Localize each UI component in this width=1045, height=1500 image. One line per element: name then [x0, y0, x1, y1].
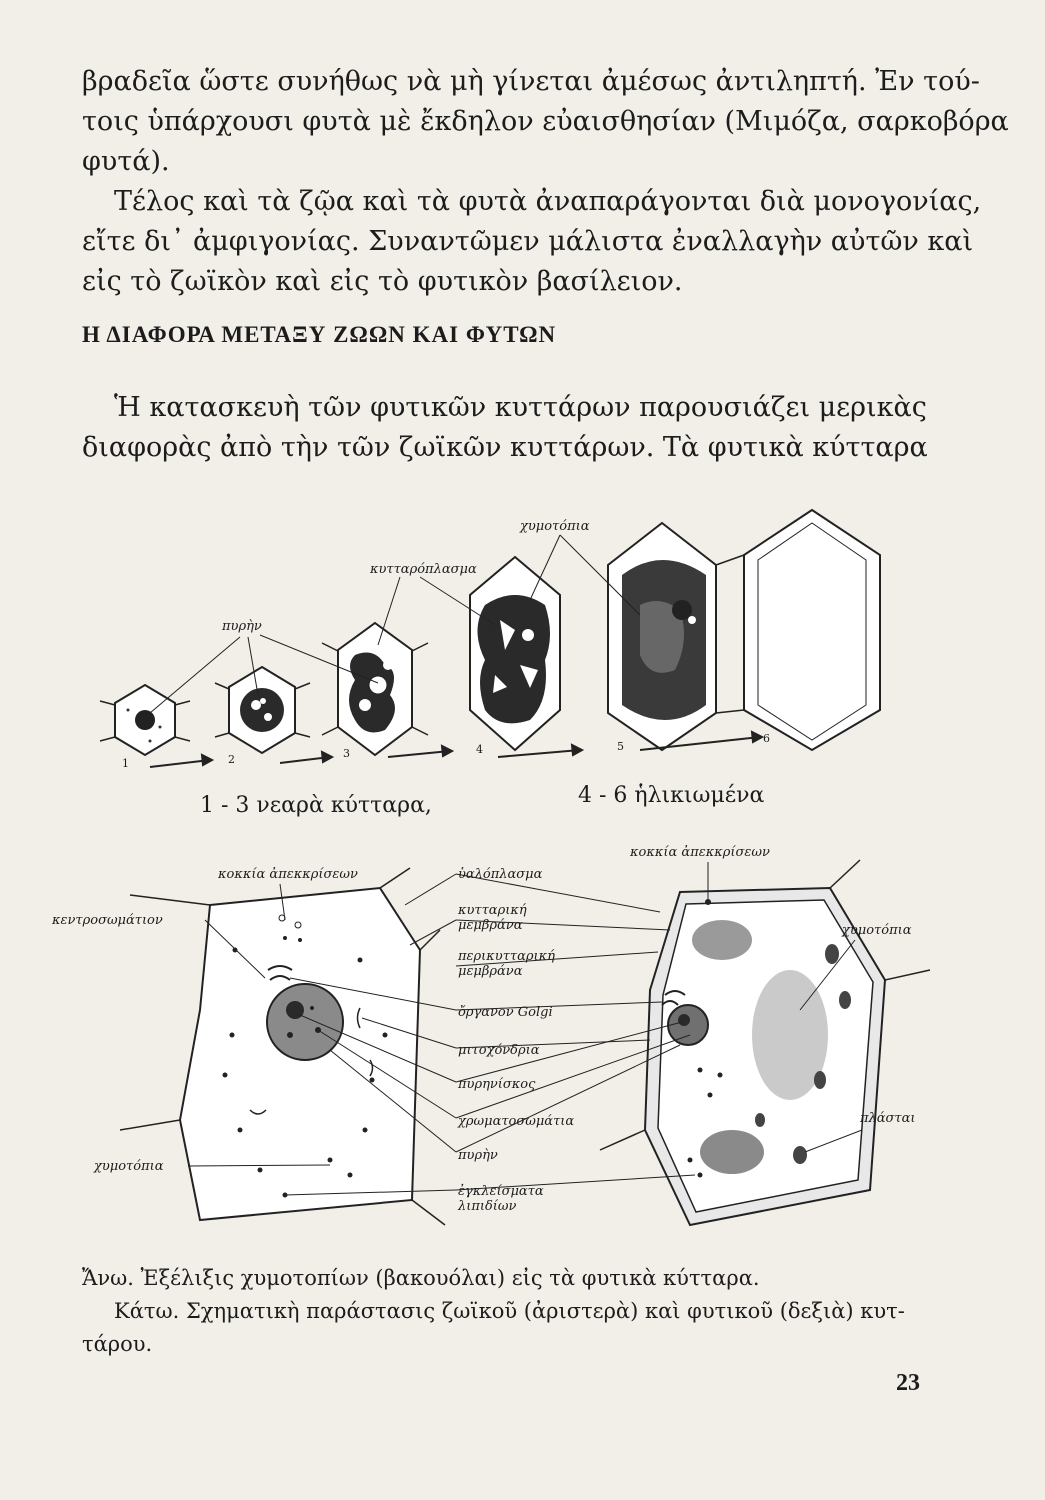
text-line: φυτά).: [82, 146, 170, 177]
animal-cell: [120, 868, 445, 1225]
cell-number: 5: [617, 740, 624, 753]
text-line: τοις ὑπάρχουσι φυτὰ μὲ ἔκδηλον εὐαισθησίαν (Μιμόζα, σαρκοβόρα: [82, 106, 1009, 137]
paragraph-reproduction: [82, 182, 982, 302]
label-plant-vacuoles: χυμοτόπια: [842, 923, 912, 938]
label-pericellular-membrane: περικυτταρική: [458, 949, 555, 964]
label-cell-membrane: μεμβράνα: [458, 918, 523, 933]
text-line: βραδεῖα ὥστε συνήθως νὰ μὴ γίνεται ἀμέσως ἀντιληπτή. Ἐν τού-: [82, 66, 980, 97]
label-animal-vacuoles: χυμοτόπια: [94, 1159, 164, 1174]
label-nucleolus: πυρηνίσκος: [458, 1077, 536, 1092]
label-lipid-inclusions: ἐγκλείσματα: [458, 1184, 544, 1199]
label-cytoplasm: κυτταρόπλασμα: [370, 562, 477, 577]
cell-6: [716, 510, 880, 750]
cell-number: 4: [476, 743, 483, 756]
cell-3: [322, 623, 428, 755]
figure-vacuole-evolution: [0, 505, 1045, 825]
label-centrosome: κεντροσωμάτιον: [52, 913, 163, 928]
text-line: εἰς τὸ ζωϊκὸν καὶ εἰς τὸ φυτικὸν βασίλειον.: [82, 266, 683, 297]
label-lipid-inclusions: λιπιδίων: [458, 1199, 517, 1214]
label-plastids: πλάσται: [860, 1111, 916, 1126]
cell-5: [608, 523, 716, 750]
paragraph-cell-structure: [82, 388, 928, 468]
label-cell-membrane: κυτταρική: [458, 903, 527, 918]
label-chromosomes: χρωματοσωμάτια: [458, 1114, 575, 1129]
caption-line: Κάτω. Σχηματικὴ παράστασις ζωϊκοῦ (ἀριστερὰ) καὶ φυτικοῦ (δεξιὰ) κυτ-: [114, 1299, 905, 1323]
label-animal-secretion-granules: κοκκία ἀπεκκρίσεων: [218, 867, 358, 882]
figure-caption: [82, 1262, 942, 1361]
section-heading: Η ΔΙΑΦΟΡΑ ΜΕΤΑΞΥ ΖΩΩΝ ΚΑΙ ΦΥΤΩΝ: [82, 322, 557, 347]
text-line: Ἡ κατασκευὴ τῶν φυτικῶν κυττάρων παρουσιάζει μερικὰς: [114, 392, 927, 423]
text-line: Τέλος καὶ τὰ ζῷα καὶ τὰ φυτὰ ἀναπαράγονται διὰ μονογονίας,: [114, 186, 982, 217]
caption-young-cells: 1 - 3 νεαρὰ κύτταρα,: [200, 793, 432, 818]
cell-1: [100, 685, 190, 755]
plant-cell: [600, 860, 930, 1225]
label-plant-secretion-granules: κοκκία ἀπεκκρίσεων: [630, 845, 770, 860]
cell-number: 1: [122, 757, 129, 770]
page-number: 23: [896, 1370, 920, 1396]
caption-line: τάρου.: [82, 1332, 153, 1356]
label-mitochondria: μιτοχόνδρια: [458, 1043, 540, 1058]
cell-number: 3: [343, 747, 350, 760]
figure-animal-plant-cell: [0, 830, 1045, 1250]
label-vacuoles: χυμοτόπια: [520, 519, 590, 534]
label-nucleus: πυρὴν: [458, 1148, 498, 1163]
cell-2: [215, 667, 310, 753]
label-nucleus: πυρὴν: [222, 619, 262, 634]
label-pericellular-membrane: μεμβράνα: [458, 964, 523, 979]
paragraph-intro: [82, 62, 1009, 182]
caption-line: Ἄνω. Ἐξέλιξις χυμοτοπίων (βακουόλαι) εἰς τὰ φυτικὰ κύτταρα.: [82, 1266, 760, 1290]
cell-number: 6: [763, 732, 770, 745]
text-line: εἴτε δι᾽ ἀμφιγονίας. Συναντῶμεν μάλιστα ἐναλλαγὴν αὐτῶν καὶ: [82, 226, 974, 257]
label-hyaloplasm: ὑαλόπλασμα: [458, 867, 543, 882]
text-line: διαφορὰς ἀπὸ τὴν τῶν ζωϊκῶν κυττάρων. Τὰ φυτικὰ κύτταρα: [82, 432, 928, 463]
label-golgi: ὄργανον Golgi: [458, 1005, 553, 1020]
cell-4: [470, 557, 560, 750]
caption-mature-cells: 4 - 6 ἡλικιωμένα: [578, 783, 765, 808]
cell-number: 2: [228, 753, 235, 766]
